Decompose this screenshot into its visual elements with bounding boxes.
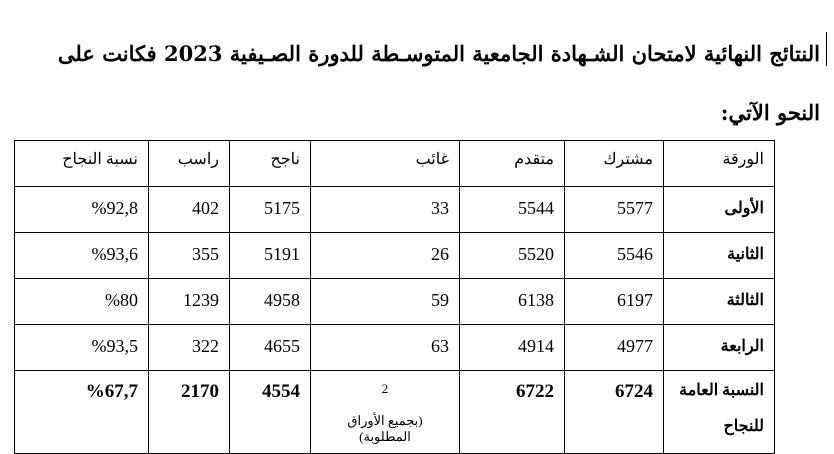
cell-paper: الثانية (664, 233, 775, 279)
cell-failed: 402 (149, 187, 230, 233)
header-sat: متقدم (460, 141, 565, 187)
cell-total-enrolled: 6724 (565, 371, 664, 454)
cell-total-label: النسبة العامة للنجاح (664, 371, 775, 454)
intro-paragraph[interactable]: النتائج النهائية لامتحان الشـهادة الجامعية المتوسـطة للدورة الصـيفية 2023 فكانت على النحو الآتي: (57, 41, 820, 125)
cell-passed: 5191 (230, 233, 311, 279)
cell-rate: %92,8 (15, 187, 149, 233)
table-row (15, 233, 775, 279)
cell-failed: 322 (149, 325, 230, 371)
cell-total-rate: %67,7 (15, 371, 149, 454)
results-table (14, 140, 775, 454)
table-total-row (15, 371, 775, 454)
cell-sat: 4914 (460, 325, 565, 371)
cell-sat: 5520 (460, 233, 565, 279)
header-paper: الورقة (664, 141, 775, 187)
cell-enrolled: 6197 (565, 279, 664, 325)
cell-absent: 33 (311, 187, 460, 233)
cell-total-failed: 2170 (149, 371, 230, 454)
cell-passed: 5175 (230, 187, 311, 233)
cell-enrolled: 5546 (565, 233, 664, 279)
header-failed: راسب (149, 141, 230, 187)
cell-failed: 1239 (149, 279, 230, 325)
cell-absent: 26 (311, 233, 460, 279)
cell-total-sat: 6722 (460, 371, 565, 454)
cell-paper: الثالثة (664, 279, 775, 325)
total-absent-note: (بجميع الأوراق المطلوبة) (347, 413, 423, 444)
cell-rate: %93,5 (15, 325, 149, 371)
table-row (15, 325, 775, 371)
cell-absent: 63 (311, 325, 460, 371)
total-absent-value: 2 (381, 381, 389, 396)
table-header-row (15, 141, 775, 187)
cell-passed: 4958 (230, 279, 311, 325)
cell-total-passed: 4554 (230, 371, 311, 454)
cell-paper: الأولى (664, 187, 775, 233)
header-absent: غائب (311, 141, 460, 187)
table-row (15, 279, 775, 325)
text-cursor (826, 32, 827, 66)
cell-rate: %93,6 (15, 233, 149, 279)
cell-sat: 5544 (460, 187, 565, 233)
cell-absent: 59 (311, 279, 460, 325)
cell-paper: الرابعة (664, 325, 775, 371)
cell-total-absent (311, 371, 460, 454)
cell-sat: 6138 (460, 279, 565, 325)
table-row (15, 187, 775, 233)
cell-failed: 355 (149, 233, 230, 279)
header-rate: نسبة النجاح (15, 141, 149, 187)
cell-rate: %80 (15, 279, 149, 325)
cell-enrolled: 4977 (565, 325, 664, 371)
header-passed: ناجح (230, 141, 311, 187)
header-enrolled: مشترك (565, 141, 664, 187)
cell-enrolled: 5577 (565, 187, 664, 233)
cell-passed: 4655 (230, 325, 311, 371)
